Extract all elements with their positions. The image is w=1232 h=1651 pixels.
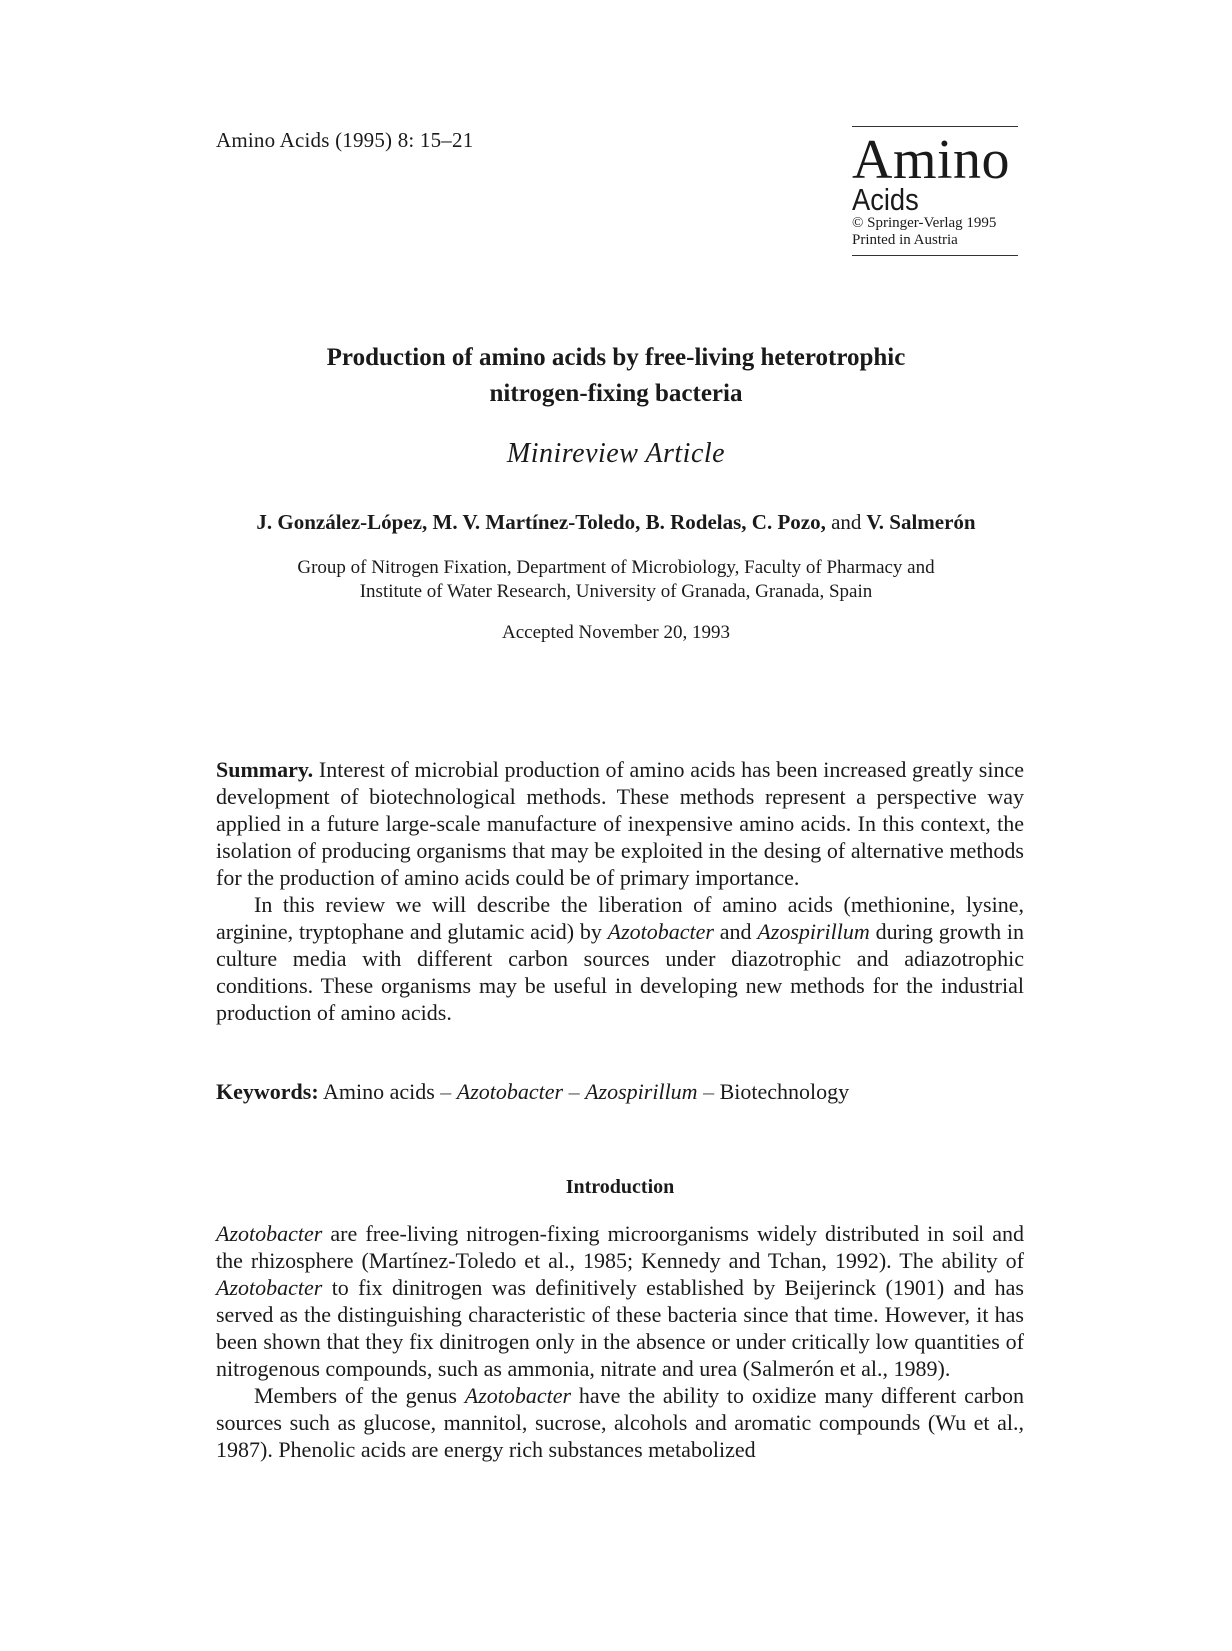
keyword-1: Amino acids	[322, 1079, 435, 1104]
intro-paragraph-1	[216, 1220, 1024, 1382]
masthead-bottom-rule	[852, 255, 1018, 256]
authors-last: V. Salmerón	[866, 510, 976, 534]
summary-p2-text-a: In this review we will describe the liberation of amino acids (methionine, lysine, arginine, tryptophane and glutamic acid) by	[216, 892, 1024, 944]
keywords-label: Keywords:	[216, 1079, 319, 1104]
accepted-date: Accepted November 20, 1993	[502, 622, 730, 643]
keyword-separator: –	[703, 1079, 715, 1104]
intro-p1-text-b: to fix dinitrogen was definitively established by Beijerinck (1901) and has served as the distinguishing characteristic of these bacteria since that time. However, it has been shown that they fix dinitrogen only in the absence or under critically low quantities of nitrogenous compounds, such as ammonia, nitrate and urea (Salmerón et al., 1989).	[216, 1275, 1024, 1381]
masthead-printed: Printed in Austria	[852, 232, 958, 248]
author-list	[216, 510, 1016, 535]
summary-section	[216, 756, 1024, 1026]
genus-azotobacter: Azotobacter	[216, 1275, 323, 1300]
journal-citation: Amino Acids (1995) 8: 15–21	[216, 128, 474, 152]
summary-paragraph-1	[216, 756, 1024, 891]
article-title	[216, 340, 1016, 412]
section-heading-introduction: Introduction	[565, 1176, 675, 1198]
genus-azotobacter: Azotobacter	[216, 1221, 323, 1246]
intro-paragraph-2	[216, 1382, 1024, 1463]
journal-masthead	[852, 126, 1018, 256]
genus-azotobacter: Azotobacter	[464, 1383, 572, 1408]
keyword-4: Biotechnology	[719, 1079, 850, 1104]
summary-label: Summary.	[216, 757, 314, 782]
authors-main: J. González-López, M. V. Martínez-Toledo, B. Rodelas, C. Pozo,	[256, 510, 826, 534]
keyword-3: Azospirillum	[585, 1079, 698, 1104]
keyword-separator: –	[440, 1079, 452, 1104]
affiliation-line2: Institute of Water Research, University of Granada, Granada, Spain	[359, 581, 873, 602]
summary-p1-text: Interest of microbial production of amino acids has been increased greatly since development of biotechnological methods. These methods represent a perspective way applied in a future large-scale manufacture of inexpensive amino acids. In this context, the isolation of producing organisms that may be exploited in the desing of alternative methods for the production of amino acids could be of primary importance.	[216, 757, 1024, 890]
genus-azospirillum: Azospirillum	[757, 919, 870, 944]
masthead-brand-acids: Acids	[852, 182, 919, 217]
summary-p2-and: and	[719, 919, 752, 944]
summary-p2-text-b: during growth in culture media with different carbon sources under diazotrophic and adiazotrophic conditions. These organisms may be useful in developing new methods for the industrial production of amino acids.	[216, 919, 1024, 1025]
masthead-brand-amino: Amino	[852, 129, 1011, 191]
affiliation-line1: Group of Nitrogen Fixation, Department of Microbiology, Faculty of Pharmacy and	[297, 557, 935, 578]
introduction-section	[216, 1220, 1024, 1463]
genus-azotobacter: Azotobacter	[607, 919, 714, 944]
keyword-2: Azotobacter	[456, 1079, 564, 1104]
article-type: Minireview Article	[506, 438, 726, 469]
intro-p2-text-a: Members of the genus	[254, 1383, 457, 1408]
intro-p1-text-a: are free-living nitrogen-fixing microorganisms widely distributed in soil and the rhizosphere (Martínez-Toledo et al., 1985; Kennedy and Tchan, 1992). The ability of	[216, 1221, 1025, 1273]
affiliation	[216, 556, 1016, 604]
intro-p2-text-b: have the ability to oxidize many different carbon sources such as glucose, mannitol, sucrose, alcohols and aromatic compounds (Wu et al., 1987). Phenolic acids are energy rich substances metabolized	[216, 1383, 1025, 1462]
article-title-line1: Production of amino acids by free-living heterotrophic	[326, 344, 906, 371]
article-title-line2: nitrogen-fixing bacteria	[489, 380, 743, 407]
summary-paragraph-2	[216, 891, 1024, 1026]
keyword-separator: –	[568, 1079, 580, 1104]
keywords-line	[216, 1078, 1024, 1105]
masthead-top-rule	[852, 126, 1018, 127]
masthead-copyright: © Springer-Verlag 1995	[852, 215, 997, 231]
authors-and: and	[831, 510, 862, 534]
